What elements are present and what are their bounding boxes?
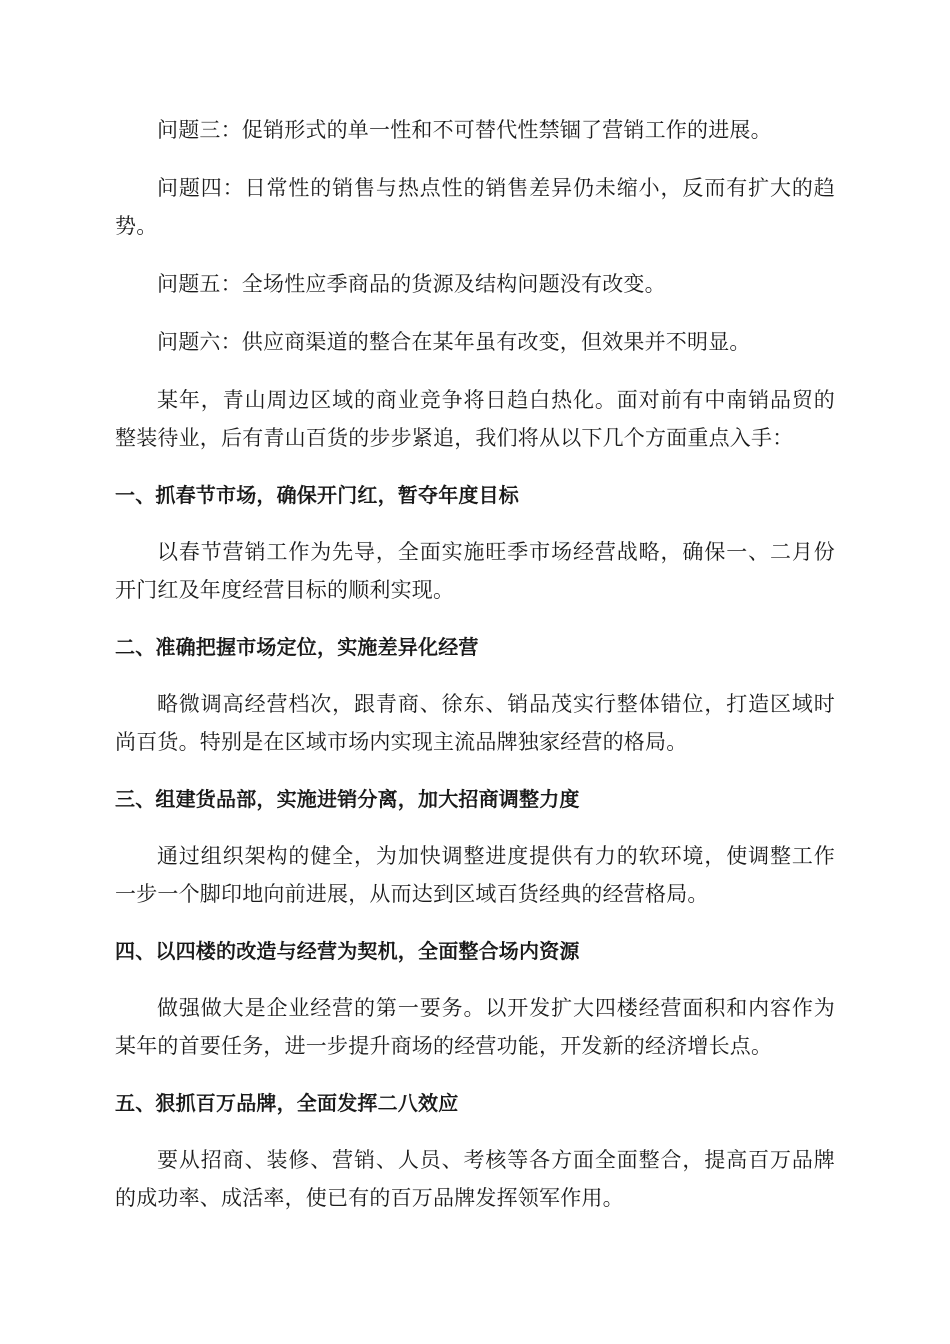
issue-six-paragraph: 问题六：供应商渠道的整合在某年虽有改变，但效果并不明显。	[157, 330, 751, 354]
issue-three-paragraph: 问题三：促销形式的单一性和不可替代性禁锢了营销工作的进展。	[157, 118, 772, 142]
section-body-3: 通过组织架构的健全，为加快调整进度提供有力的软环境，使调整工作一步一个脚印地向前进展，从而达到区域百货经典的经营格局。	[115, 844, 835, 906]
issue-four-paragraph: 问题四：日常性的销售与热点性的销售差异仍未缩小，反而有扩大的趋势。	[115, 176, 835, 238]
intro-paragraph: 某年，青山周边区域的商业竞争将日趋白热化。面对前有中南销品贸的整装待业，后有青山百货的步步紧追，我们将从以下几个方面重点入手：	[115, 388, 835, 450]
section-heading-2: 二、准确把握市场定位，实施差异化经营	[115, 635, 479, 659]
section-heading-1: 一、抓春节市场，确保开门红，暂夺年度目标	[115, 483, 519, 507]
document-body	[115, 111, 835, 1237]
section-body-5: 要从招商、装修、营销、人员、考核等各方面全面整合，提高百万品牌的成功率、成活率，使已有的百万品牌发挥领军作用。	[115, 1148, 835, 1210]
section-heading-5: 五、狠抓百万品牌，全面发挥二八效应	[115, 1091, 459, 1115]
section-heading-3: 三、组建货品部，实施进销分离，加大招商调整力度	[115, 787, 580, 811]
issue-five-paragraph: 问题五：全场性应季商品的货源及结构问题没有改变。	[157, 272, 666, 296]
section-heading-4: 四、以四楼的改造与经营为契机，全面整合场内资源	[115, 939, 580, 963]
section-body-1: 以春节营销工作为先导，全面实施旺季市场经营战略，确保一、二月份开门红及年度经营目标的顺利实现。	[115, 540, 835, 602]
section-body-4: 做强做大是企业经营的第一要务。以开发扩大四楼经营面积和内容作为某年的首要任务，进一步提升商场的经营功能，开发新的经济增长点。	[115, 996, 835, 1058]
section-body-2: 略微调高经营档次，跟青商、徐东、销品茂实行整体错位，打造区域时尚百货。特别是在区域市场内实现主流品牌独家经营的格局。	[115, 692, 835, 754]
